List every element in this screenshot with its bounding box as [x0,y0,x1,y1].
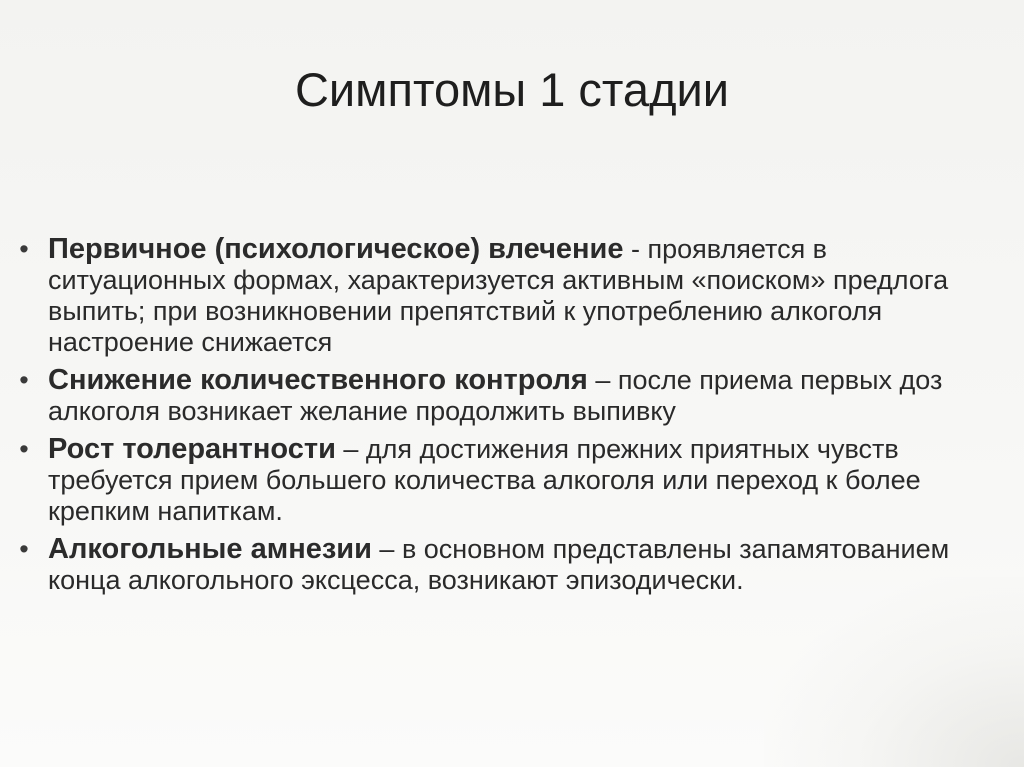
bullet-term: Алкогольные амнезии [48,533,372,565]
bullet-item-quantitative-control [14,365,1004,427]
bullet-item-alcohol-amnesia [14,534,1004,596]
bullet-item-tolerance-growth [14,434,1004,527]
bullet-dot-icon: • [19,534,29,564]
bullet-text: – после приема первых доз алкоголя возникает желание продолжить выпивку [48,365,943,426]
bullet-term: Снижение количественного контроля [48,364,588,396]
bullet-text: – в основном представлены запамятованием конца алкогольного эксцесса, возникают эпизодически. [48,534,950,595]
bullet-list [14,234,1004,603]
bullet-dot-icon: • [19,234,29,264]
bullet-dot-icon: • [19,434,29,464]
bullet-dot-icon: • [19,365,29,395]
bullet-item-primary-craving [14,234,1004,358]
slide-title: Симптомы 1 стадии [294,63,729,116]
bullet-text: - проявляется в ситуационных формах, характеризуется активным «поиском» предлога выпить; при возникновении препятствий к употреблению алкоголя настроение снижается [48,234,949,357]
bullet-term: Первичное (психологическое) влечение [48,233,624,265]
bullet-term: Рост толерантности [48,433,336,465]
bullet-text: – для достижения прежних приятных чувств требуется прием большего количества алкоголя или переход к более крепким напиткам. [48,434,921,526]
